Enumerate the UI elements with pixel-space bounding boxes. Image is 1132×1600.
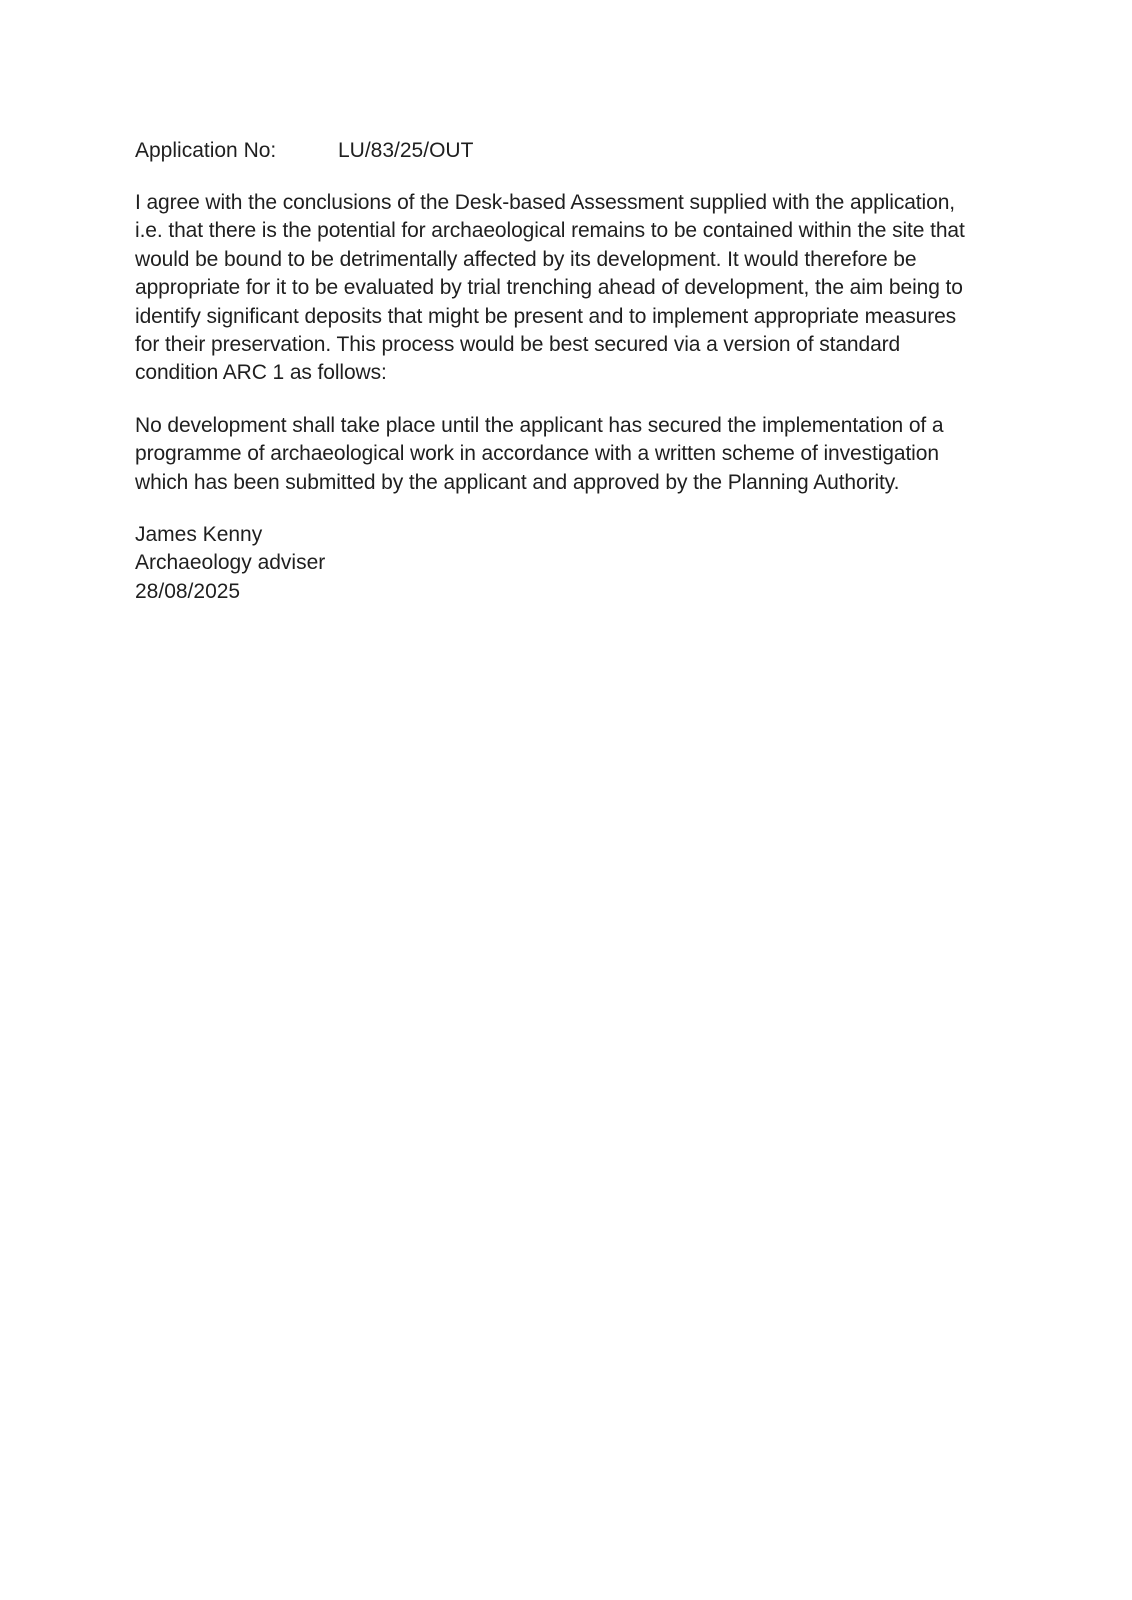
signature-name: James Kenny — [135, 523, 263, 547]
assessment-paragraph: I agree with the conclusions of the Desk-based Assessment supplied with the application, i.e. that there is the potential for archaeological remains to be contained within the site that would be bound to be detrimentally affected by its development. It would therefore be appropriate for it to be evaluated by trial trenching ahead of development, the aim being to identify significant deposits that might be present and to implement appropriate measures for their preservation. This process would be best secured via a version of standard condition ARC 1 as follows: — [135, 191, 965, 385]
signature-block — [135, 521, 972, 606]
signature-role: Archaeology adviser — [135, 551, 326, 575]
application-number-value: LU/83/25/OUT — [338, 139, 474, 162]
condition-paragraph: No development shall take place until the applicant has secured the implementation of a programme of archaeological work in accordance with a written scheme of investigation which has been submitted by the applicant and approved by the Planning Authority. — [135, 413, 944, 494]
signature-date: 28/08/2025 — [135, 579, 241, 603]
application-number-label: Application No: — [135, 139, 277, 162]
application-number-line — [135, 137, 972, 165]
